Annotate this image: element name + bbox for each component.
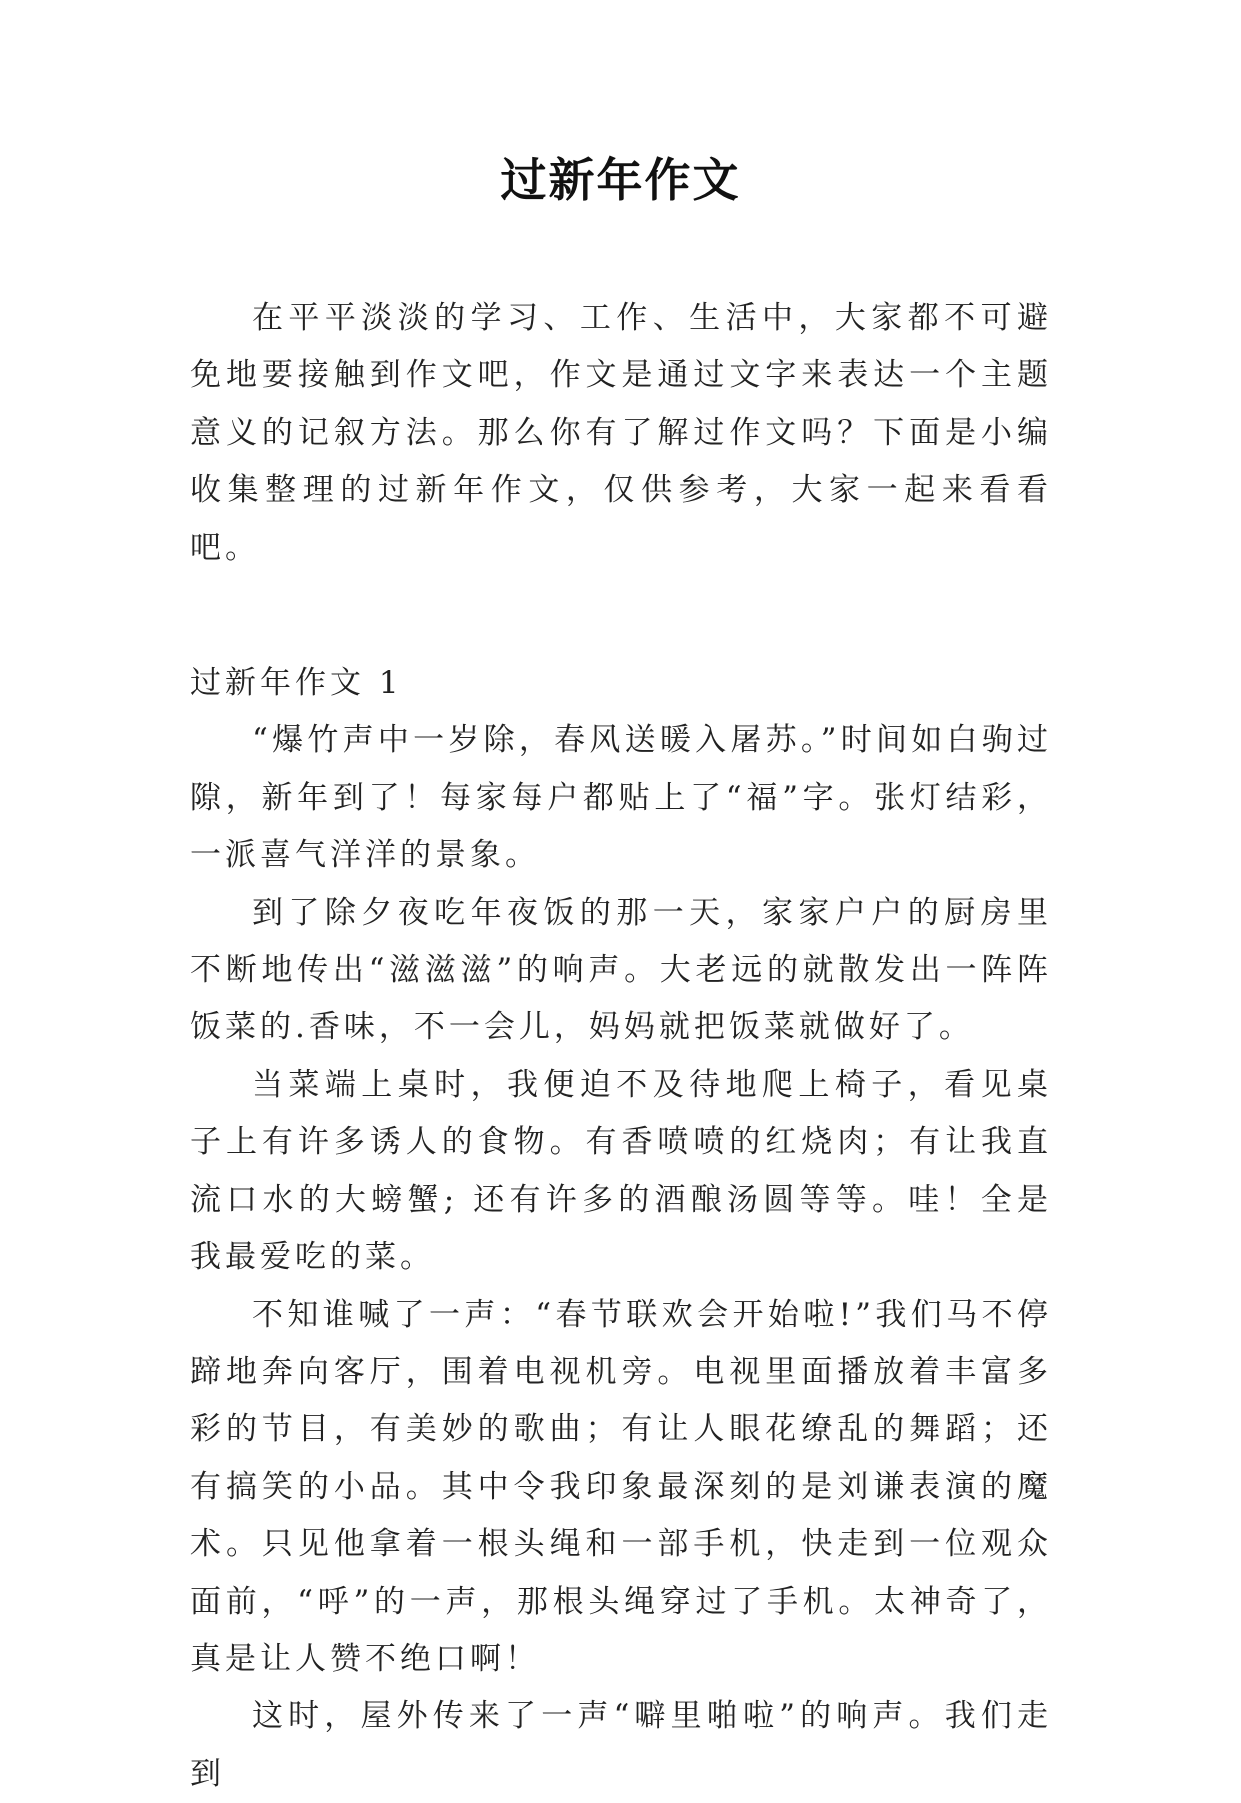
body-paragraph: 到了除夕夜吃年夜饭的那一天，家家户户的厨房里不断地传出“滋滋滋”的响声。大老远的就散发出一阵阵饭菜的.香味，不一会儿，妈妈就把饭菜就做好了。 [190, 894, 1052, 1046]
section-spacer [190, 577, 1052, 655]
body-paragraph: 这时，屋外传来了一声“噼里啪啦”的响声。我们走到 [190, 1698, 1052, 1792]
section-heading: 过新年作文 1 [190, 665, 403, 702]
body-paragraph: “爆竹声中一岁除，春风送暖入屠苏。”时间如白驹过隙，新年到了！每家每户都贴上了“福”字。张灯结彩，一派喜气洋洋的景象。 [190, 722, 1052, 874]
intro-paragraph: 在平平淡淡的学习、工作、生活中，大家都不可避免地要接触到作文吧，作文是通过文字来表达一个主题意义的记叙方法。那么你有了解过作文吗？下面是小编收集整理的过新年作文，仅供参考，大家一起来看看吧。 [190, 300, 1052, 566]
document-body [190, 290, 1052, 1803]
page-title: 过新年作文 [500, 153, 741, 207]
body-paragraph: 当菜端上桌时，我便迫不及待地爬上椅子，看见桌子上有许多诱人的食物。有香喷喷的红烧肉；有让我直流口水的大螃蟹; 还有许多的酒酿汤圆等等。哇！全是我最爱吃的菜。 [190, 1066, 1052, 1276]
body-paragraph: 不知谁喊了一声：“春节联欢会开始啦!”我们马不停蹄地奔向客厅，围着电视机旁。电视里面播放着丰富多彩的节目，有美妙的歌曲；有让人眼花缭乱的舞蹈；还有搞笑的小品。其中令我印象最深刻的是刘谦表演的魔术。只见他拿着一根头绳和一部手机，快走到一位观众面前，“呼”的一声，那根头绳穿过了手机。太神奇了，真是让人赞不绝口啊！ [190, 1296, 1052, 1677]
